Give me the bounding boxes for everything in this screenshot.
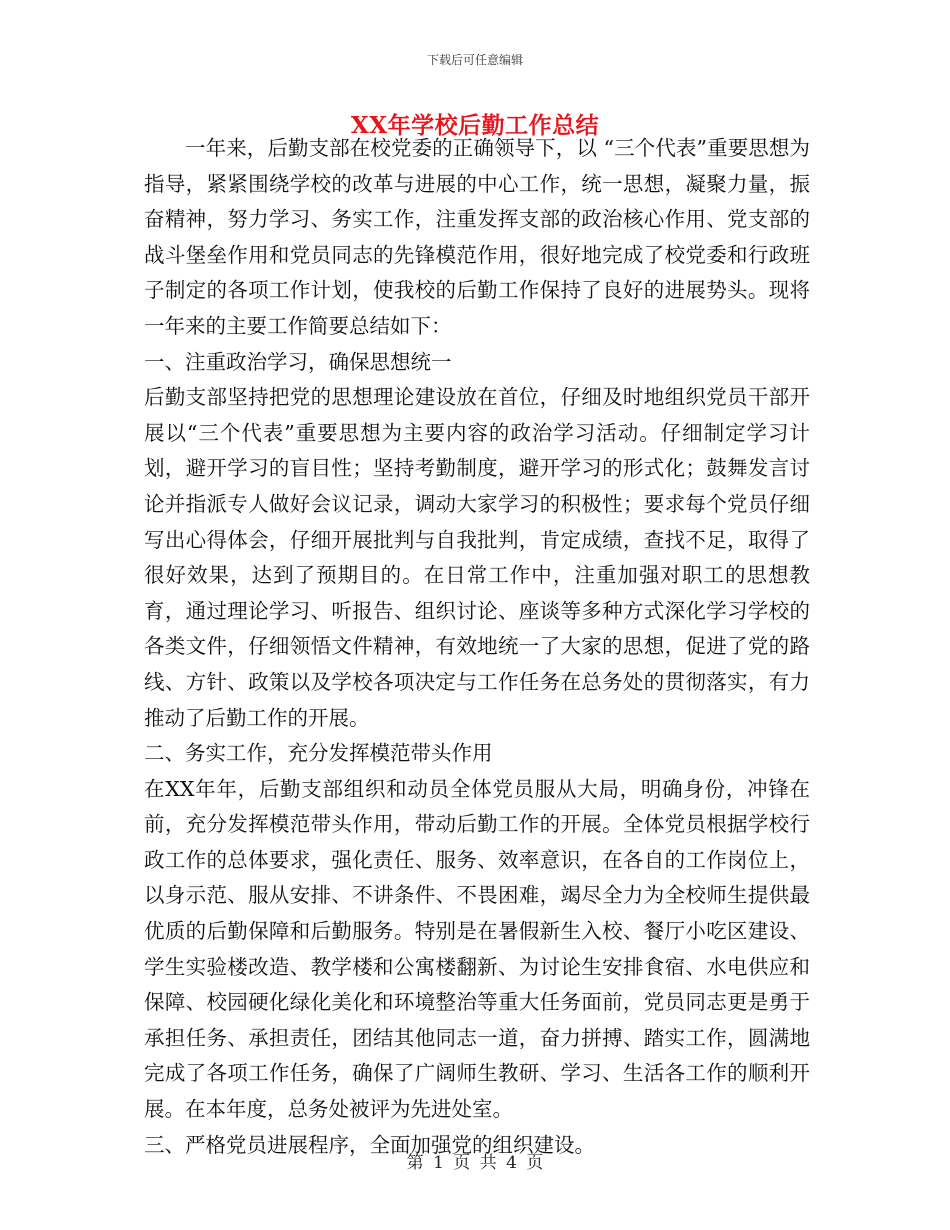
document-title: XX年学校后勤工作总结 (350, 112, 600, 139)
section-paragraph-1: 后勤支部坚持把党的思想理论建设放在首位，仔细及时地组织党员干部开展以“三个代表”重要思想为主要内容的政治学习活动。仔细制定学习计划，避开学习的盲目性；坚持考勤制度，避开学习的形式化；鼓舞发言讨论并指派专人做好会议记录，调动大家学习的积极性；要求每个党员仔细写出心得体会，仔细开展批判与自我批判，肯定成绩，查找不足，取得了很好效果，达到了预期目的。在日常工作中，注重加强对职工的思想教育，通过理论学习、听报告、组织讨论、座谈等多种方式深化学习学校的各类文件，仔细领悟文件精神，有效地统一了大家的思想，促进了党的路线、方针、政策以及学校各项决定与工作任务在总务处的贯彻落实，有力推动了后勤工作的开展。 (144, 385, 810, 730)
section-heading-1: 一、注重政治学习，确保思想统一 (144, 349, 452, 374)
section-heading-3: 三、严格党员进展程序，全面加强党的组织建设。 (144, 1132, 595, 1157)
page-header-note: 下载后可任意编辑 (426, 53, 523, 67)
section-paragraph-2: 在XX年年，后勤支部组织和动员全体党员服从大局，明确身份，冲锋在前，充分发挥模范带头作用，带动后勤工作的开展。全体党员根据学校行政工作的总体要求，强化责任、服务、效率意识，在各自的工作岗位上，以身示范、服从安排、不讲条件、不畏困难，竭尽全力为全校师生提供最优质的后勤保障和后勤服务。特别是在暑假新生入校、餐厅小吃区建设、学生实验楼改造、教学楼和公寓楼翻新、为讨论生安排食宿、水电供应和保障、校园硬化绿化美化和环境整治等重大任务面前，党员同志更是勇于承担任务、承担责任，团结其他同志一道，奋力拼搏、踏实工作，圆满地完成了各项工作任务，确保了广阔师生教研、学习、生活各工作的顺利开展。在本年度，总务处被评为先进处室。 (144, 776, 810, 1122)
section-heading-2: 二、务实工作，充分发挥模范带头作用 (144, 741, 493, 766)
document-body (144, 131, 810, 1163)
page-number: 第 1 页 共 4 页 (406, 1153, 544, 1173)
intro-paragraph: 一年来，后勤支部在校党委的正确领导下，以 “三个代表”重要思想为指导，紧紧围绕学校的改革与进展的中心工作，统一思想，凝聚力量，振奋精神，努力学习、务实工作，注重发挥支部的政治核心作用、党支部的战斗堡垒作用和党员同志的先锋模范作用，很好地完成了校党委和行政班子制定的各项工作计划，使我校的后勤工作保持了良好的进展势头。现将一年来的主要工作简要总结如下： (144, 136, 810, 338)
